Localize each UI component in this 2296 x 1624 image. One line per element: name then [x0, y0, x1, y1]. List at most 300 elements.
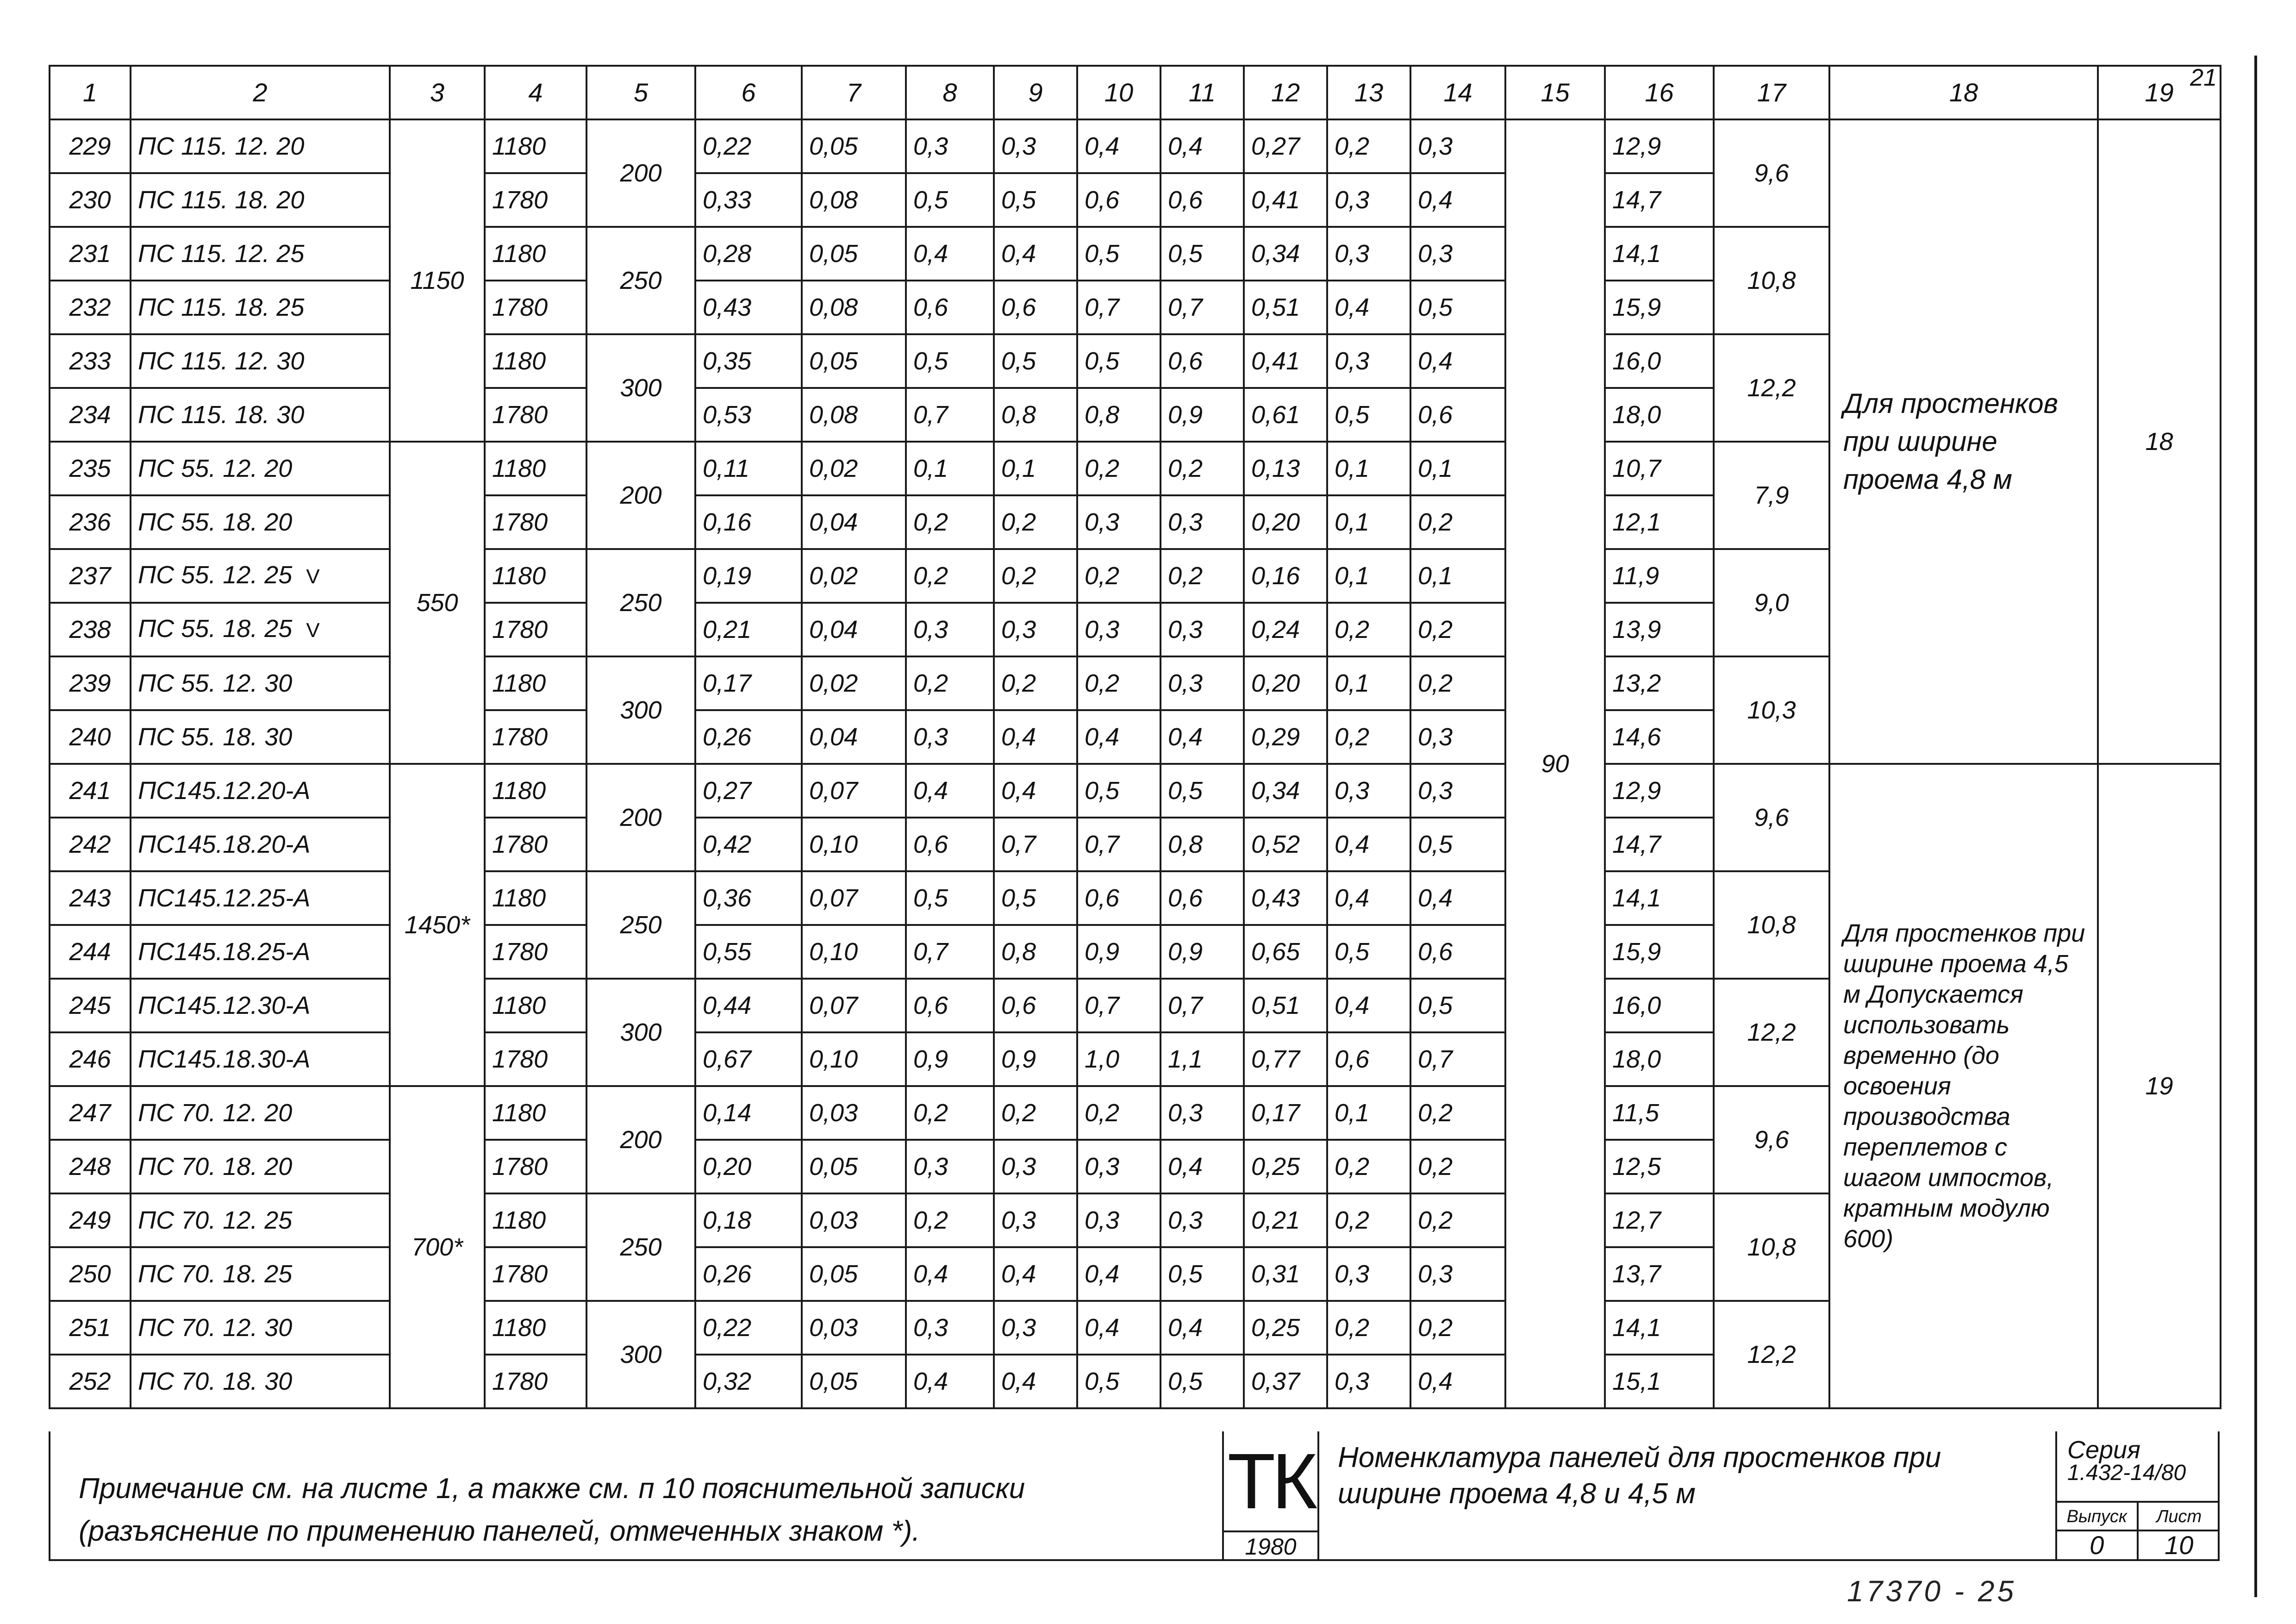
- panel-mark: ПС 55. 18. 20: [131, 495, 390, 549]
- column-16-value: 14,1: [1605, 227, 1714, 281]
- column-11-value: 0,4: [1160, 119, 1244, 173]
- column-11-value: 0,8: [1160, 818, 1244, 871]
- column-9-value: 0,3: [994, 603, 1077, 656]
- column-7-value: 0,05: [802, 1355, 906, 1408]
- series-block: [2055, 1431, 2220, 1561]
- column-11-value: 0,3: [1160, 495, 1244, 549]
- column-16-value: 14,7: [1605, 173, 1714, 227]
- column-6-value: 0,67: [695, 1032, 802, 1086]
- column-4-value: 1180: [485, 1086, 586, 1140]
- column-5-group: 300: [586, 1301, 695, 1408]
- issue-value: 0: [2090, 1530, 2104, 1560]
- column-5-group: 250: [586, 1193, 695, 1301]
- column-17-group: 12,2: [1714, 979, 1829, 1086]
- column-7-value: 0,04: [802, 603, 906, 656]
- column-7-value: 0,10: [802, 818, 906, 871]
- row-number: 231: [50, 227, 131, 281]
- column-6-value: 0,55: [695, 925, 802, 979]
- column-header-5: 5: [586, 66, 695, 119]
- column-7-value: 0,02: [802, 549, 906, 603]
- sheet-label: Лист: [2139, 1504, 2220, 1531]
- column-6-value: 0,22: [695, 119, 802, 173]
- column-14-value: 0,4: [1410, 1355, 1505, 1408]
- panel-mark: ПС 115. 12. 25: [131, 227, 390, 281]
- column-7-value: 0,05: [802, 1247, 906, 1301]
- column-8-value: 0,4: [906, 1247, 994, 1301]
- column-16-value: 12,7: [1605, 1193, 1714, 1247]
- column-8-value: 0,7: [906, 388, 994, 442]
- column-header-17: 17: [1714, 66, 1829, 119]
- column-16-value: 12,5: [1605, 1140, 1714, 1193]
- column-10-value: 0,6: [1077, 871, 1160, 925]
- column-9-value: 0,4: [994, 1247, 1077, 1301]
- column-12-value: 0,52: [1244, 818, 1327, 871]
- column-8-value: 0,2: [906, 549, 994, 603]
- column-12-value: 0,20: [1244, 656, 1327, 710]
- column-12-value: 0,51: [1244, 979, 1327, 1032]
- column-13-value: 0,1: [1327, 549, 1410, 603]
- column-7-value: 0,08: [802, 173, 906, 227]
- column-9-value: 0,3: [994, 1301, 1077, 1355]
- panel-mark: ПС145.12.20-А: [131, 764, 390, 818]
- column-10-value: 0,4: [1077, 119, 1160, 173]
- column-7-value: 0,02: [802, 442, 906, 495]
- column-header-19: 19 21: [2098, 66, 2221, 119]
- column-17-group: 10,8: [1714, 871, 1829, 979]
- column-11-value: 0,6: [1160, 871, 1244, 925]
- column-9-value: 0,2: [994, 656, 1077, 710]
- column-19-group: 18: [2098, 119, 2221, 764]
- row-number: 238: [50, 603, 131, 656]
- series-value: 1.432-14/80: [2067, 1461, 2186, 1485]
- column-9-value: 0,5: [994, 334, 1077, 388]
- column-10-value: 0,7: [1077, 818, 1160, 871]
- column-14-value: 0,2: [1410, 1301, 1505, 1355]
- column-9-value: 0,3: [994, 1140, 1077, 1193]
- column-6-value: 0,44: [695, 979, 802, 1032]
- panel-mark: ПС 55. 18. 25 V: [131, 603, 390, 656]
- check-mark: V: [306, 619, 320, 642]
- row-number: 235: [50, 442, 131, 495]
- column-16-value: 14,1: [1605, 871, 1714, 925]
- column-16-value: 13,9: [1605, 603, 1714, 656]
- column-header-2: 2: [131, 66, 390, 119]
- column-9-value: 0,4: [994, 710, 1077, 764]
- panel-mark: ПС 70. 12. 30: [131, 1301, 390, 1355]
- column-8-value: 0,2: [906, 1193, 994, 1247]
- column-5-group: 300: [586, 979, 695, 1086]
- column-14-value: 0,3: [1410, 227, 1505, 281]
- column-5-group: 200: [586, 764, 695, 871]
- column-12-value: 0,25: [1244, 1140, 1327, 1193]
- column-13-value: 0,2: [1327, 119, 1410, 173]
- column-8-value: 0,6: [906, 818, 994, 871]
- column-10-value: 0,4: [1077, 710, 1160, 764]
- column-header-16: 16: [1605, 66, 1714, 119]
- column-3-group: 1150: [390, 119, 485, 442]
- row-number: 244: [50, 925, 131, 979]
- column-7-value: 0,03: [802, 1086, 906, 1140]
- panel-mark: ПС 70. 12. 20: [131, 1086, 390, 1140]
- column-12-value: 0,65: [1244, 925, 1327, 979]
- panel-mark: ПС 70. 18. 20: [131, 1140, 390, 1193]
- sheet-title: Номенклатура панелей для простенков при ширине проема 4,8 и 4,5 м: [1338, 1442, 1941, 1510]
- check-mark: V: [306, 565, 320, 588]
- column-10-value: 0,3: [1077, 495, 1160, 549]
- column-7-value: 0,04: [802, 495, 906, 549]
- column-8-value: 0,3: [906, 1140, 994, 1193]
- row-number: 251: [50, 1301, 131, 1355]
- column-8-value: 0,2: [906, 495, 994, 549]
- column-13-value: 0,4: [1327, 281, 1410, 334]
- column-13-value: 0,1: [1327, 495, 1410, 549]
- column-11-value: 0,3: [1160, 1193, 1244, 1247]
- column-9-value: 0,3: [994, 119, 1077, 173]
- column-8-value: 0,3: [906, 119, 994, 173]
- column-9-value: 0,2: [994, 1086, 1077, 1140]
- panel-mark: ПС 55. 12. 25 V: [131, 549, 390, 603]
- panel-mark: ПС145.18.20-А: [131, 818, 390, 871]
- column-11-value: 0,3: [1160, 603, 1244, 656]
- column-9-value: 0,4: [994, 227, 1077, 281]
- column-10-value: 0,2: [1077, 442, 1160, 495]
- row-number: 245: [50, 979, 131, 1032]
- column-13-value: 0,5: [1327, 388, 1410, 442]
- column-13-value: 0,1: [1327, 656, 1410, 710]
- column-4-value: 1180: [485, 119, 586, 173]
- column-header-13: 13: [1327, 66, 1410, 119]
- column-17-group: 10,8: [1714, 1193, 1829, 1301]
- row-number: 241: [50, 764, 131, 818]
- column-4-value: 1180: [485, 334, 586, 388]
- row-number: 232: [50, 281, 131, 334]
- column-11-value: 1,1: [1160, 1032, 1244, 1086]
- panel-mark: ПС145.18.25-А: [131, 925, 390, 979]
- column-9-value: 0,8: [994, 925, 1077, 979]
- column-17-group: 9,6: [1714, 119, 1829, 227]
- table-row: [50, 764, 2221, 818]
- column-10-value: 0,5: [1077, 764, 1160, 818]
- column-10-value: 0,8: [1077, 388, 1160, 442]
- column-12-value: 0,51: [1244, 281, 1327, 334]
- column-8-value: 0,1: [906, 442, 994, 495]
- column-14-value: 0,6: [1410, 925, 1505, 979]
- column-6-value: 0,35: [695, 334, 802, 388]
- column-13-value: 0,2: [1327, 1301, 1410, 1355]
- column-10-value: 0,3: [1077, 603, 1160, 656]
- panel-mark: ПС 115. 18. 25: [131, 281, 390, 334]
- column-11-value: 0,5: [1160, 1355, 1244, 1408]
- column-12-value: 0,13: [1244, 442, 1327, 495]
- tk-logo: ТК: [1227, 1437, 1314, 1525]
- column-6-value: 0,11: [695, 442, 802, 495]
- column-7-value: 0,02: [802, 656, 906, 710]
- column-14-value: 0,4: [1410, 871, 1505, 925]
- footnote-remark: Примечание см. на листе 1, а также см. п 10 пояснительной записки (разъяснение по применению панелей, отмеченных знаком *).: [79, 1473, 1025, 1547]
- panel-mark: ПС 55. 18. 30: [131, 710, 390, 764]
- column-16-value: 13,7: [1605, 1247, 1714, 1301]
- column-17-group: 9,0: [1714, 549, 1829, 656]
- column-6-value: 0,32: [695, 1355, 802, 1408]
- column-12-value: 0,34: [1244, 764, 1327, 818]
- column-13-value: 0,4: [1327, 818, 1410, 871]
- column-14-value: 0,2: [1410, 1193, 1505, 1247]
- column-16-value: 10,7: [1605, 442, 1714, 495]
- column-11-value: 0,4: [1160, 1301, 1244, 1355]
- column-17-group: 12,2: [1714, 1301, 1829, 1408]
- column-7-value: 0,08: [802, 281, 906, 334]
- column-15-value: 90: [1505, 119, 1605, 1408]
- column-12-value: 0,17: [1244, 1086, 1327, 1140]
- column-11-value: 0,4: [1160, 1140, 1244, 1193]
- tk-year: 1980: [1224, 1530, 1317, 1561]
- column-14-value: 0,3: [1410, 764, 1505, 818]
- column-12-value: 0,37: [1244, 1355, 1327, 1408]
- column-14-value: 0,5: [1410, 818, 1505, 871]
- column-5-group: 200: [586, 442, 695, 549]
- column-4-value: 1180: [485, 442, 586, 495]
- column-4-value: 1780: [485, 925, 586, 979]
- column-4-value: 1780: [485, 1140, 586, 1193]
- column-13-value: 0,2: [1327, 710, 1410, 764]
- column-8-value: 0,5: [906, 173, 994, 227]
- column-10-value: 0,2: [1077, 1086, 1160, 1140]
- row-number: 239: [50, 656, 131, 710]
- column-11-value: 0,2: [1160, 442, 1244, 495]
- corner-sheet-number: 21: [2190, 66, 2217, 91]
- column-4-value: 1780: [485, 1355, 586, 1408]
- column-18-note-4-5: Для простенков при ширине проема 4,5 м Допускается использовать временно (до освоения производства переплетов с шагом импостов, кратным модулю 600): [1829, 764, 2098, 1408]
- column-17-group: 9,6: [1714, 764, 1829, 871]
- column-11-value: 0,6: [1160, 173, 1244, 227]
- tk-logo-box: [1222, 1431, 1319, 1561]
- column-8-value: 0,2: [906, 656, 994, 710]
- column-14-value: 0,6: [1410, 388, 1505, 442]
- column-8-value: 0,4: [906, 1355, 994, 1408]
- column-7-value: 0,08: [802, 388, 906, 442]
- column-16-value: 14,6: [1605, 710, 1714, 764]
- column-6-value: 0,20: [695, 1140, 802, 1193]
- column-10-value: 0,5: [1077, 1355, 1160, 1408]
- column-13-value: 0,6: [1327, 1032, 1410, 1086]
- column-11-value: 0,5: [1160, 1247, 1244, 1301]
- column-8-value: 0,4: [906, 764, 994, 818]
- column-4-value: 1180: [485, 1193, 586, 1247]
- column-11-value: 0,7: [1160, 281, 1244, 334]
- column-17-group: 12,2: [1714, 334, 1829, 442]
- column-header-4: 4: [485, 66, 586, 119]
- column-16-value: 15,1: [1605, 1355, 1714, 1408]
- column-header-10: 10: [1077, 66, 1160, 119]
- column-12-value: 0,25: [1244, 1301, 1327, 1355]
- column-4-value: 1780: [485, 173, 586, 227]
- column-10-value: 0,7: [1077, 281, 1160, 334]
- column-16-value: 16,0: [1605, 334, 1714, 388]
- sheet-value: 10: [2165, 1530, 2194, 1560]
- column-9-value: 0,4: [994, 764, 1077, 818]
- row-number: 233: [50, 334, 131, 388]
- column-13-value: 0,5: [1327, 925, 1410, 979]
- row-number: 252: [50, 1355, 131, 1408]
- column-7-value: 0,10: [802, 1032, 906, 1086]
- row-number: 248: [50, 1140, 131, 1193]
- table-body: [50, 66, 2221, 1408]
- column-4-value: 1780: [485, 1247, 586, 1301]
- column-9-value: 0,3: [994, 1193, 1077, 1247]
- column-16-value: 11,5: [1605, 1086, 1714, 1140]
- column-7-value: 0,03: [802, 1193, 906, 1247]
- column-8-value: 0,3: [906, 603, 994, 656]
- column-9-value: 0,9: [994, 1032, 1077, 1086]
- column-6-value: 0,53: [695, 388, 802, 442]
- column-10-value: 0,5: [1077, 227, 1160, 281]
- column-header-9: 9: [994, 66, 1077, 119]
- column-4-value: 1180: [485, 227, 586, 281]
- column-5-group: 200: [586, 1086, 695, 1193]
- row-number: 230: [50, 173, 131, 227]
- column-12-value: 0,61: [1244, 388, 1327, 442]
- column-5-group: 300: [586, 334, 695, 442]
- row-number: 229: [50, 119, 131, 173]
- column-17-group: 7,9: [1714, 442, 1829, 549]
- column-13-value: 0,3: [1327, 764, 1410, 818]
- column-header-11: 11: [1160, 66, 1244, 119]
- column-16-value: 14,1: [1605, 1301, 1714, 1355]
- column-header-15: 15: [1505, 66, 1605, 119]
- column-14-value: 0,2: [1410, 603, 1505, 656]
- column-10-value: 0,9: [1077, 925, 1160, 979]
- column-3-group: 550: [390, 442, 485, 764]
- row-number: 243: [50, 871, 131, 925]
- column-10-value: 0,2: [1077, 656, 1160, 710]
- column-4-value: 1180: [485, 1301, 586, 1355]
- column-9-value: 0,2: [994, 549, 1077, 603]
- column-6-value: 0,21: [695, 603, 802, 656]
- column-4-value: 1780: [485, 495, 586, 549]
- column-11-value: 0,5: [1160, 227, 1244, 281]
- column-7-value: 0,07: [802, 979, 906, 1032]
- column-13-value: 0,3: [1327, 227, 1410, 281]
- column-13-value: 0,1: [1327, 1086, 1410, 1140]
- column-6-value: 0,28: [695, 227, 802, 281]
- column-14-value: 0,5: [1410, 979, 1505, 1032]
- column-8-value: 0,9: [906, 1032, 994, 1086]
- column-4-value: 1780: [485, 710, 586, 764]
- panel-mark: ПС 70. 12. 25: [131, 1193, 390, 1247]
- column-17-group: 10,8: [1714, 227, 1829, 334]
- column-9-value: 0,7: [994, 818, 1077, 871]
- column-4-value: 1180: [485, 979, 586, 1032]
- column-11-value: 0,3: [1160, 656, 1244, 710]
- column-14-value: 0,1: [1410, 549, 1505, 603]
- panel-mark: ПС145.12.25-А: [131, 871, 390, 925]
- column-16-value: 15,9: [1605, 925, 1714, 979]
- column-12-value: 0,27: [1244, 119, 1327, 173]
- column-17-group: 10,3: [1714, 656, 1829, 764]
- row-number: 246: [50, 1032, 131, 1086]
- panel-mark: ПС145.18.30-А: [131, 1032, 390, 1086]
- column-10-value: 0,3: [1077, 1193, 1160, 1247]
- column-12-value: 0,16: [1244, 549, 1327, 603]
- column-3-group: 700*: [390, 1086, 485, 1408]
- nomenclature-table: [49, 65, 2221, 1409]
- column-10-value: 0,7: [1077, 979, 1160, 1032]
- column-7-value: 0,05: [802, 1140, 906, 1193]
- column-11-value: 0,9: [1160, 925, 1244, 979]
- column-11-value: 0,4: [1160, 710, 1244, 764]
- table-row: [50, 119, 2221, 173]
- column-10-value: 0,4: [1077, 1301, 1160, 1355]
- column-6-value: 0,22: [695, 1301, 802, 1355]
- column-4-value: 1180: [485, 764, 586, 818]
- column-11-value: 0,6: [1160, 334, 1244, 388]
- column-9-value: 0,1: [994, 442, 1077, 495]
- column-16-value: 18,0: [1605, 1032, 1714, 1086]
- column-header-7: 7: [802, 66, 906, 119]
- column-13-value: 0,3: [1327, 1355, 1410, 1408]
- row-number: 234: [50, 388, 131, 442]
- column-8-value: 0,3: [906, 1301, 994, 1355]
- column-12-value: 0,29: [1244, 710, 1327, 764]
- sheet-cell: [2139, 1503, 2220, 1561]
- column-8-value: 0,5: [906, 334, 994, 388]
- column-16-value: 13,2: [1605, 656, 1714, 710]
- column-6-value: 0,43: [695, 281, 802, 334]
- column-7-value: 0,04: [802, 710, 906, 764]
- column-4-value: 1780: [485, 603, 586, 656]
- column-12-value: 0,34: [1244, 227, 1327, 281]
- column-10-value: 0,2: [1077, 549, 1160, 603]
- panel-mark: ПС 115. 18. 30: [131, 388, 390, 442]
- issue-sheet-block: [2057, 1501, 2220, 1561]
- column-16-value: 12,1: [1605, 495, 1714, 549]
- column-14-value: 0,3: [1410, 119, 1505, 173]
- column-16-value: 18,0: [1605, 388, 1714, 442]
- column-13-value: 0,4: [1327, 871, 1410, 925]
- column-17-group: 9,6: [1714, 1086, 1829, 1193]
- column-16-value: 11,9: [1605, 549, 1714, 603]
- column-8-value: 0,2: [906, 1086, 994, 1140]
- column-8-value: 0,4: [906, 227, 994, 281]
- column-6-value: 0,18: [695, 1193, 802, 1247]
- column-6-value: 0,42: [695, 818, 802, 871]
- panel-mark: ПС 115. 12. 30: [131, 334, 390, 388]
- column-11-value: 0,3: [1160, 1086, 1244, 1140]
- panel-mark: ПС 70. 18. 30: [131, 1355, 390, 1408]
- column-4-value: 1780: [485, 1032, 586, 1086]
- issue-cell: [2057, 1503, 2139, 1561]
- column-8-value: 0,7: [906, 925, 994, 979]
- column-14-value: 0,5: [1410, 281, 1505, 334]
- row-number: 250: [50, 1247, 131, 1301]
- column-14-value: 0,1: [1410, 442, 1505, 495]
- column-header-3: 3: [390, 66, 485, 119]
- column-13-value: 0,2: [1327, 603, 1410, 656]
- panel-mark: ПС145.12.30-А: [131, 979, 390, 1032]
- column-11-value: 0,9: [1160, 388, 1244, 442]
- column-13-value: 0,2: [1327, 1193, 1410, 1247]
- row-number: 236: [50, 495, 131, 549]
- column-7-value: 0,03: [802, 1301, 906, 1355]
- column-10-value: 0,3: [1077, 1140, 1160, 1193]
- column-5-group: 250: [586, 227, 695, 334]
- column-16-value: 12,9: [1605, 764, 1714, 818]
- column-header-12: 12: [1244, 66, 1327, 119]
- column-6-value: 0,19: [695, 549, 802, 603]
- sheet-edge-line: [2254, 56, 2257, 1597]
- column-6-value: 0,14: [695, 1086, 802, 1140]
- column-6-value: 0,27: [695, 764, 802, 818]
